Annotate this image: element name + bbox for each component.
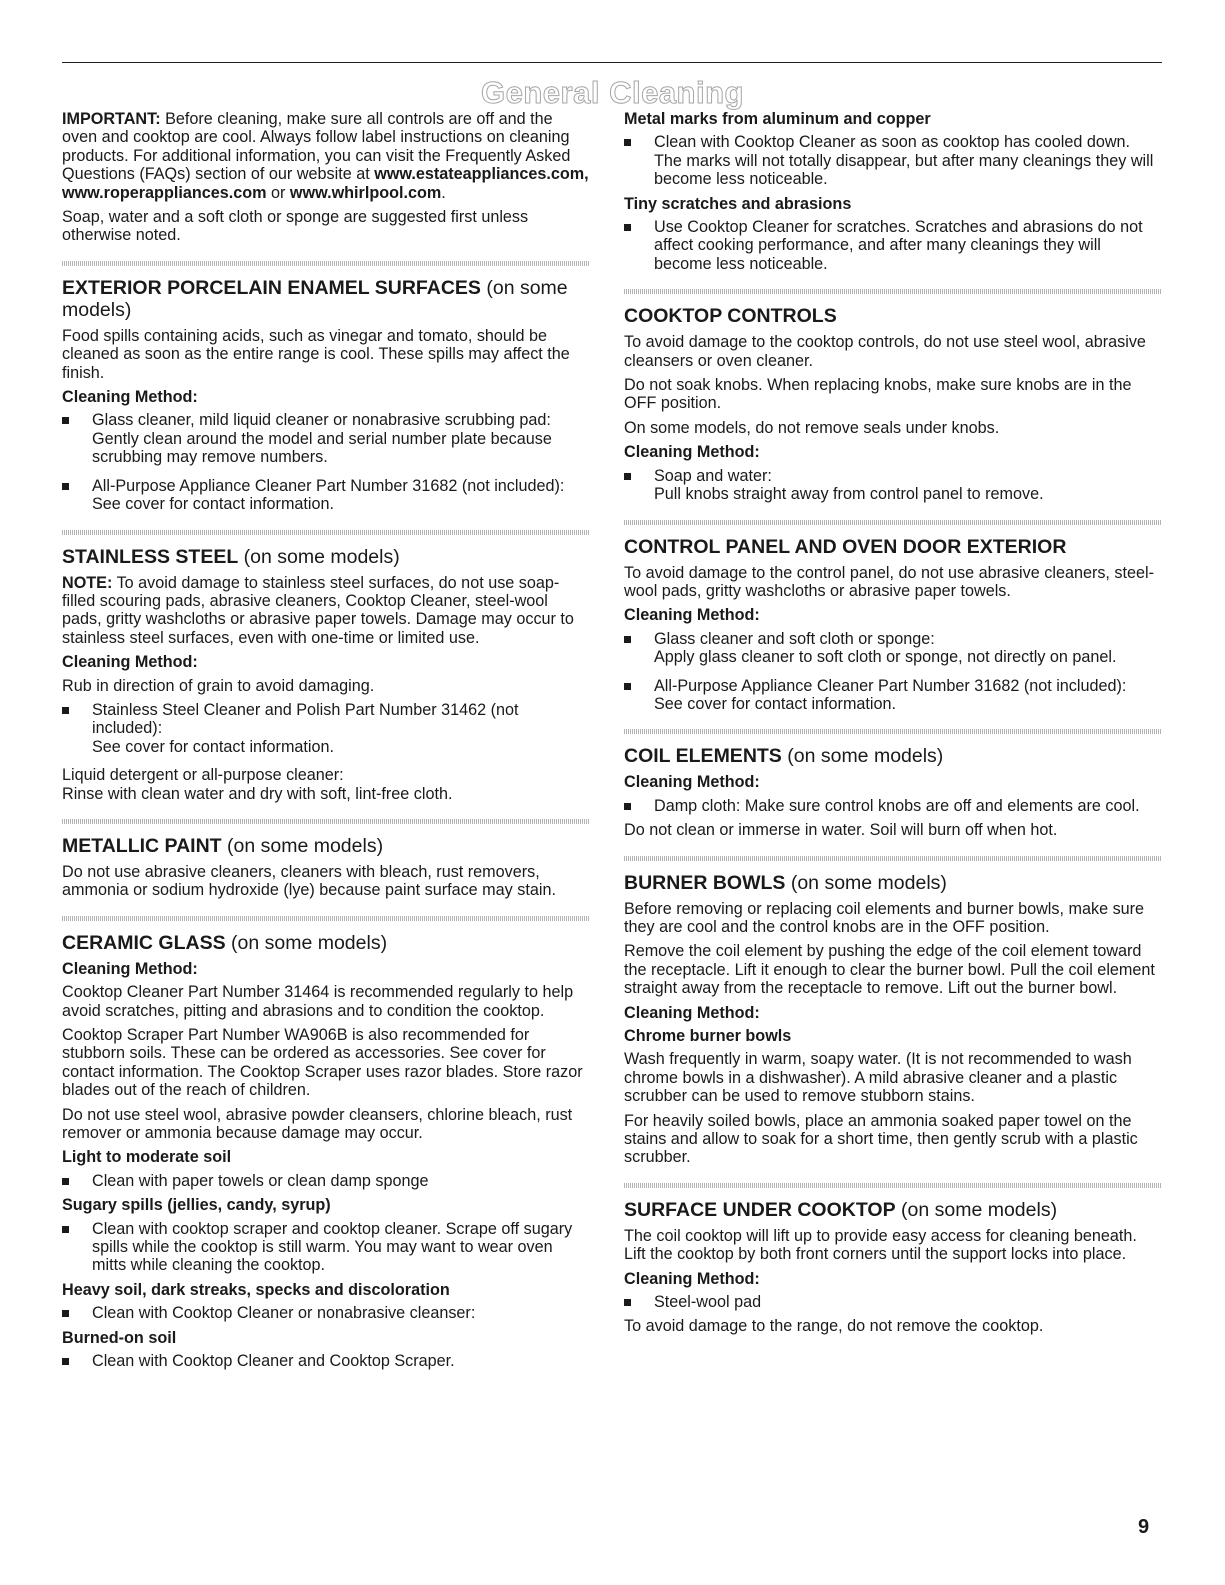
surface-title: SURFACE UNDER COOKTOP xyxy=(624,1198,896,1221)
section-separator xyxy=(624,289,1162,294)
bowls-p1: Before removing or replacing coil elements and burner bowls, make sure they are cool and the control knobs are in the OFF position. xyxy=(624,899,1145,936)
bullet-title: Use Cooktop Cleaner for scratches. Scratches and abrasions do not affect cooking performance, and after many cleanings they will become less noticeable. xyxy=(654,218,1143,273)
period: . xyxy=(441,183,446,202)
right-column xyxy=(624,110,1162,1342)
controls-p3: On some models, do not remove seals under knobs. xyxy=(624,418,1000,437)
section-separator xyxy=(624,520,1162,525)
section-title-controls xyxy=(624,305,1162,327)
coil-text: Do not clean or immerse in water. Soil will burn off when hot. xyxy=(624,821,1058,840)
bullet-title: Stainless Steel Cleaner and Polish Part Number 31462 (not included): xyxy=(92,700,519,738)
bullet-title: Soap and water: xyxy=(654,466,772,485)
bullet-title: Glass cleaner and soft cloth or sponge: xyxy=(654,629,935,648)
section-separator xyxy=(62,261,590,266)
list-item xyxy=(624,133,1162,188)
intro-paragraph: Soap, water and a soft cloth or sponge are suggested first unless otherwise noted. xyxy=(62,208,529,245)
metal-marks-label: Metal marks from aluminum and copper xyxy=(624,110,931,128)
liquid-text: Rinse with clean water and dry with soft, lint-free cloth. xyxy=(62,784,453,803)
cleaning-method-label: Cleaning Method: xyxy=(624,606,760,625)
controls-p2: Do not soak knobs. When replacing knobs, make sure knobs are in the OFF position. xyxy=(624,376,1132,413)
cleaning-method-label: Cleaning Method: xyxy=(62,388,198,407)
left-column xyxy=(62,110,590,1377)
bullet-icon xyxy=(624,1299,631,1306)
heavy-soil-label: Heavy soil, dark streaks, specks and discoloration xyxy=(62,1280,450,1299)
bullet-detail: See cover for contact information. xyxy=(92,737,335,756)
bullet-icon xyxy=(624,139,631,146)
page-title: General Cleaning xyxy=(481,75,744,110)
section-title-ceramic xyxy=(62,932,590,954)
panel-title: CONTROL PANEL AND OVEN DOOR EXTERIOR xyxy=(624,535,1067,558)
metallic-text: Do not use abrasive cleaners, cleaners with bleach, rust removers, ammonia or sodium hydroxide (lye) because paint surface may stain. xyxy=(62,862,556,900)
section-separator xyxy=(624,729,1162,734)
ceramic-p2: Cooktop Scraper Part Number WA906B is also recommended for stubborn soils. These can be ordered as accessories. See cover for contact information. The Cooktop Scraper uses razor blades. Store razor blades out of the reach of children. xyxy=(62,1026,583,1100)
bullet-title: Clean with cooktop scraper and cooktop cleaner. Scrape off sugary spills while the cooktop is still warm. You may want to wear oven mitts while cleaning the cooktop. xyxy=(92,1219,573,1275)
bullet-icon xyxy=(62,1178,69,1185)
metallic-title: METALLIC PAINT xyxy=(62,834,222,857)
bullet-icon xyxy=(62,483,69,490)
ceramic-title: CERAMIC GLASS xyxy=(62,931,226,954)
controls-p1: To avoid damage to the cooktop controls, do not use steel wool, abrasive cleansers or oven cleaner. xyxy=(624,333,1146,370)
section-title-coil xyxy=(624,745,1162,767)
bullet-detail: Apply glass cleaner to soft cloth or sponge, not directly on panel. xyxy=(654,648,1117,667)
section-title-metallic xyxy=(62,835,590,857)
list-item xyxy=(62,1352,590,1370)
section-title-burner-bowls xyxy=(624,872,1162,894)
important-label: IMPORTANT: xyxy=(62,110,161,128)
cleaning-method-label: Cleaning Method: xyxy=(624,1269,760,1288)
cleaning-method-label: Cleaning Method: xyxy=(62,959,198,978)
website-link-whirlpool: www.whirlpool.com xyxy=(289,183,442,202)
bullet-title: Damp cloth: Make sure control knobs are off and elements are cool. xyxy=(654,796,1140,815)
cleaning-method-label: Cleaning Method: xyxy=(62,653,198,672)
bullet-icon xyxy=(62,707,69,714)
porcelain-title: EXTERIOR PORCELAIN ENAMEL SURFACES xyxy=(62,276,481,299)
coil-title: COIL ELEMENTS xyxy=(624,745,782,768)
stainless-title: STAINLESS STEEL xyxy=(62,545,239,568)
bullet-icon xyxy=(624,473,631,480)
chrome-bowls-label: Chrome burner bowls xyxy=(624,1027,792,1045)
top-rule xyxy=(62,62,1162,63)
bullet-icon xyxy=(624,224,631,231)
important-paragraph xyxy=(62,110,590,202)
ceramic-p1: Cooktop Cleaner Part Number 31464 is recommended regularly to help avoid scratches, pitting and abrasions and to condition the cooktop. xyxy=(62,983,574,1020)
cleaning-method-label: Cleaning Method: xyxy=(624,773,760,792)
tiny-scratches-label: Tiny scratches and abrasions xyxy=(624,194,852,213)
bowls-title: BURNER BOWLS xyxy=(624,871,786,894)
note-text: To avoid damage to stainless steel surfaces, do not use soap-filled scouring pads, abrasive cleaners, Cooktop Cleaner, steel-wool pads, gritty washcloths or abrasive paper towels. Damage may occur to stainless steel surfaces, even with one-time or limited use. xyxy=(62,573,574,647)
list-item xyxy=(624,467,1162,504)
list-item xyxy=(624,218,1162,273)
list-item xyxy=(62,1220,590,1275)
bowls-p2: Remove the coil element by pushing the edge of the coil element toward the receptacle. Lift it enough to clear the burner bowl. Pull the coil element straight away from the receptacle to remove. Lift out the burner bowl. xyxy=(624,942,1155,998)
bullet-icon xyxy=(624,683,631,690)
ceramic-p3: Do not use steel wool, abrasive powder cleansers, chlorine bleach, rust remover or ammonia because damage may occur. xyxy=(62,1105,573,1143)
page-number: 9 xyxy=(1138,1516,1150,1538)
coil-qualifier: (on some models) xyxy=(781,745,944,768)
bullet-detail: Gently clean around the model and serial number plate because scrubbing may remove numbers. xyxy=(92,429,552,467)
section-separator xyxy=(62,819,590,824)
cleaning-method-label: Cleaning Method: xyxy=(624,443,760,462)
list-item xyxy=(62,1172,590,1190)
bullet-title: Steel-wool pad xyxy=(654,1293,762,1312)
controls-title: COOKTOP CONTROLS xyxy=(624,305,837,328)
bullet-icon xyxy=(62,1226,69,1233)
section-title-porcelain xyxy=(62,277,590,321)
porcelain-qualifier: (on some models) xyxy=(62,276,568,321)
section-title-stainless xyxy=(62,546,590,568)
metallic-qualifier: (on some models) xyxy=(221,834,384,857)
ceramic-qualifier: (on some models) xyxy=(225,931,388,954)
or-word: or xyxy=(266,183,290,202)
list-item xyxy=(624,1293,1162,1311)
list-item xyxy=(62,477,590,514)
list-item xyxy=(624,677,1162,714)
liquid-paragraph xyxy=(62,766,590,803)
bullet-title: Clean with paper towels or clean damp sponge xyxy=(92,1171,429,1190)
bowls-p4: For heavily soiled bowls, place an ammonia soaked paper towel on the stains and allow to soak for a short time, then gently scrub with a plastic scrubber. xyxy=(624,1111,1138,1167)
bowls-qualifier: (on some models) xyxy=(785,871,947,894)
cleaning-method-label: Cleaning Method: xyxy=(624,1003,760,1022)
stainless-qualifier: (on some models) xyxy=(238,545,400,568)
light-soil-label: Light to moderate soil xyxy=(62,1148,232,1167)
list-item xyxy=(62,1304,590,1322)
bullet-title: All-Purpose Appliance Cleaner Part Number 31682 (not included): xyxy=(654,676,1127,695)
list-item xyxy=(62,701,590,756)
section-title-control-panel xyxy=(624,536,1162,558)
stainless-note xyxy=(62,574,590,648)
bullet-detail: See cover for contact information. xyxy=(92,495,335,514)
section-separator xyxy=(624,1183,1162,1188)
bullet-title: Clean with Cooktop Cleaner or nonabrasive cleanser: xyxy=(92,1304,476,1323)
list-item xyxy=(624,630,1162,667)
surface-text: The coil cooktop will lift up to provide easy access for cleaning beneath. Lift the cooktop by both front corners until the support locks into place. xyxy=(624,1226,1137,1264)
bullet-title: Glass cleaner, mild liquid cleaner or nonabrasive scrubbing pad: xyxy=(92,411,551,430)
liquid-title: Liquid detergent or all-purpose cleaner: xyxy=(62,766,344,785)
bullet-title: Clean with Cooktop Cleaner as soon as cooktop has cooled down. The marks will not totally disappear, but after many cleanings they will become less noticeable. xyxy=(654,133,1154,189)
bullet-detail: See cover for contact information. xyxy=(654,694,897,713)
section-separator xyxy=(62,530,590,535)
section-separator xyxy=(624,856,1162,861)
surface-final: To avoid damage to the range, do not remove the cooktop. xyxy=(624,1317,1044,1336)
surface-qualifier: (on some models) xyxy=(895,1198,1058,1221)
porcelain-text: Food spills containing acids, such as vinegar and tomato, should be cleaned as soon as the entire range is cool. These spills may affect the finish. xyxy=(62,326,570,382)
rub-text: Rub in direction of grain to avoid damaging. xyxy=(62,676,375,695)
panel-text: To avoid damage to the control panel, do not use abrasive cleaners, steel-wool pads, gritty washcloths or abrasive paper towels. xyxy=(624,563,1155,600)
website-links: www.estateappliances.com, www.roperappliances.com xyxy=(62,165,589,202)
important-text: Before cleaning, make sure all controls are off and the oven and cooktop are cool. Always follow label instructions on cleaning products. For additional information, you can visit the Frequently Asked Questions (FAQs) section of our website at xyxy=(62,110,571,184)
bullet-icon xyxy=(62,1358,69,1365)
bullet-icon xyxy=(62,1310,69,1317)
bullet-title: Clean with Cooktop Cleaner and Cooktop Scraper. xyxy=(92,1352,455,1371)
section-title-surface xyxy=(624,1199,1162,1221)
list-item xyxy=(62,411,590,466)
burned-on-soil-label: Burned-on soil xyxy=(62,1328,177,1347)
bullet-detail: Pull knobs straight away from control panel to remove. xyxy=(654,485,1044,504)
bullet-icon xyxy=(624,636,631,643)
bullet-icon xyxy=(62,417,69,424)
bullet-title: All-Purpose Appliance Cleaner Part Number 31682 (not included): xyxy=(92,476,565,495)
list-item xyxy=(624,797,1162,815)
bowls-p3: Wash frequently in warm, soapy water. (It is not recommended to wash chrome bowls in a dishwasher). A mild abrasive cleaner and a plastic scrubber can be used to remove stubborn stains. xyxy=(624,1050,1132,1106)
bullet-icon xyxy=(624,803,631,810)
section-separator xyxy=(62,916,590,921)
note-label: NOTE: xyxy=(62,573,113,592)
sugary-spills-label: Sugary spills (jellies, candy, syrup) xyxy=(62,1196,331,1215)
